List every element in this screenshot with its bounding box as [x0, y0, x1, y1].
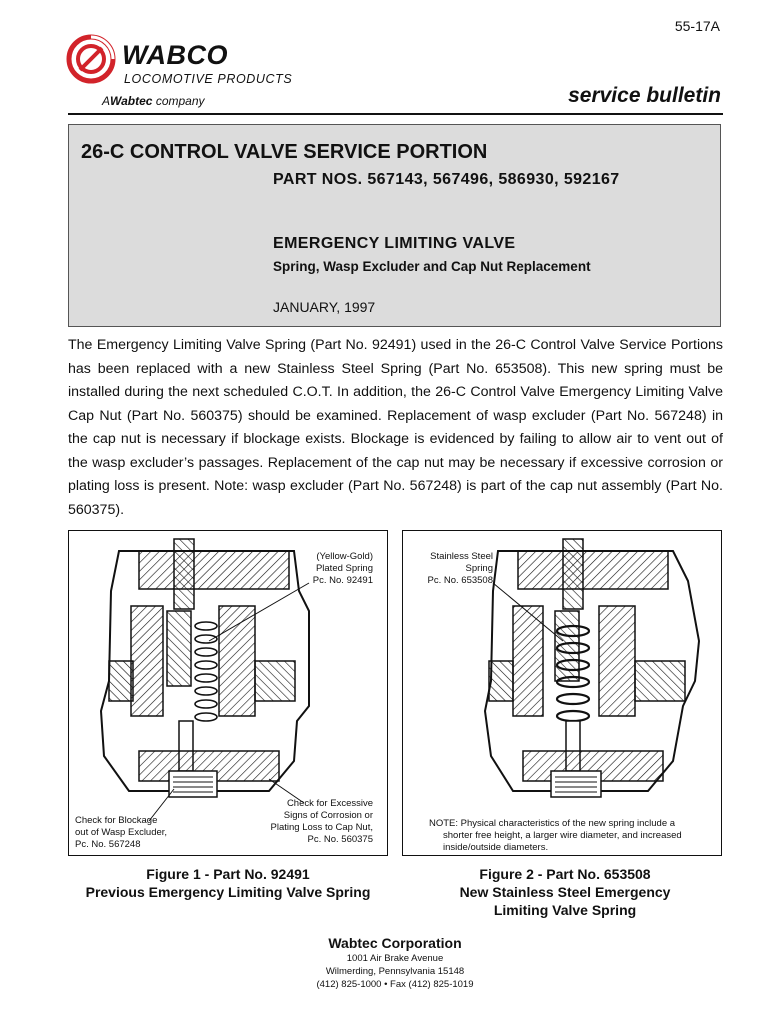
callout-line: Pc. No. 92491: [312, 575, 373, 586]
callout-line: Plated Spring: [315, 563, 373, 574]
parent-brand: Wabtec: [110, 94, 153, 108]
figure-2: [402, 530, 722, 856]
caption-line: Previous Emergency Limiting Valve Spring: [85, 884, 371, 900]
callout-line: Signs of Corrosion or: [283, 810, 373, 821]
callout-line: Check for Blockage: [75, 815, 158, 826]
issue-date: JANUARY, 1997: [273, 299, 376, 315]
parent-prefix: A: [102, 94, 111, 108]
wabco-logo: [66, 34, 296, 114]
callout-line: Pc. No. 653508: [427, 575, 493, 586]
caption-line: Limiting Valve Spring: [493, 902, 637, 918]
parent-company: [102, 94, 205, 108]
bulletin-title: 26-C CONTROL VALVE SERVICE PORTION: [81, 141, 488, 163]
figure-2-caption: [402, 865, 728, 919]
corrosion-callout: [271, 798, 373, 846]
figure-1: [68, 530, 388, 856]
parent-suffix: company: [152, 94, 205, 108]
footer: [0, 934, 768, 991]
callout-line: out of Wasp Excluder,: [75, 827, 168, 838]
spring-callout-2: [413, 551, 493, 587]
document-number: 55-17A: [674, 18, 720, 34]
callout-line: NOTE: Physical characteristics of the new spring include a: [429, 818, 676, 829]
footer-company: Wabtec Corporation: [328, 935, 462, 951]
bulletin-type: service bulletin: [568, 84, 721, 107]
bulletin-subtitle: Spring, Wasp Excluder and Cap Nut Replacement: [273, 259, 591, 274]
callout-line: (Yellow-Gold): [316, 551, 373, 562]
footer-address-2: Wilmerding, Pennsylvania 15148: [325, 966, 465, 977]
wabco-logo-icon: [66, 34, 116, 84]
bulletin-subject: EMERGENCY LIMITING VALVE: [273, 235, 516, 252]
caption-line: Figure 1 - Part No. 92491: [146, 866, 310, 882]
callout-line: Plating Loss to Cap Nut,: [270, 822, 373, 833]
header-rule: [68, 113, 723, 115]
division-name: LOCOMOTIVE PRODUCTS: [124, 72, 293, 86]
figure-1-caption: [68, 865, 388, 901]
blockage-callout: [75, 815, 167, 851]
spring-note: [429, 818, 719, 854]
callout-line: Check for Excessive: [286, 798, 373, 809]
part-numbers: PART NOS. 567143, 567496, 586930, 592167: [273, 171, 620, 188]
brand-name: WABCO: [122, 40, 228, 70]
callout-line: Stainless Steel: [430, 551, 493, 562]
callout-line: inside/outside diameters.: [443, 842, 549, 853]
footer-phone: (412) 825-1000 • Fax (412) 825-1019: [316, 979, 474, 990]
spring-callout-1: [313, 551, 373, 587]
caption-line: Figure 2 - Part No. 653508: [479, 866, 651, 882]
body-paragraph: The Emergency Limiting Valve Spring (Part No. 92491) used in the 26-C Control Valve Service Portions has been replaced with a new Stainless Steel Spring (Part No. 653508). This new spring must be installed during the next scheduled C.O.T. In addition, the 26-C Control Valve Emergency Limiting Valve Cap Nut (Part No. 560375) should be examined. Replacement of wasp excluder (Part No. 567248) in the cap nut is necessary if blockage exists. Blockage is evidenced by failing to allow air to vent out of the wasp excluder’s passages. Replacement of the cap nut may be necessary if excessive corrosion or plating loss is present. Note: wasp excluder (Part No. 567248) is part of the cap nut assembly (Part No. 560375).: [68, 337, 723, 518]
callout-line: shorter free height, a larger wire diameter, and increased: [443, 830, 682, 841]
callout-line: Pc. No. 560375: [307, 834, 373, 845]
title-box: [68, 124, 721, 327]
callout-line: Pc. No. 567248: [75, 839, 141, 850]
caption-line: New Stainless Steel Emergency: [459, 884, 671, 900]
footer-address-1: 1001 Air Brake Avenue: [346, 953, 444, 964]
callout-line: Spring: [465, 563, 493, 574]
